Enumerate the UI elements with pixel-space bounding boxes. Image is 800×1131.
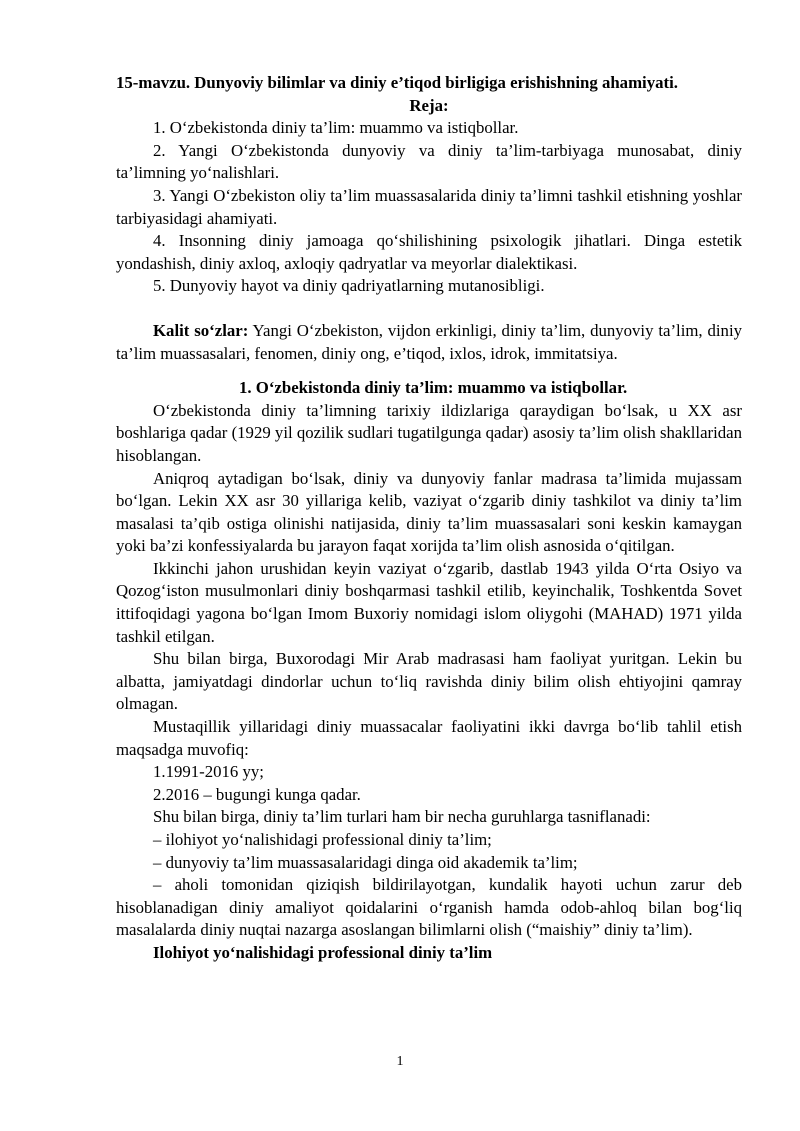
- spacer: [116, 298, 742, 320]
- section-heading: 1. O‘zbekistonda diniy ta’lim: muammo va istiqbollar.: [239, 378, 628, 398]
- list-item: – dunyoviy ta’lim muassasalaridagi dinga oid akademik ta’lim;: [153, 852, 578, 872]
- spacer: [116, 365, 742, 377]
- list-item: – ilohiyot yo‘nalishidagi professional diniy ta’lim;: [153, 830, 492, 849]
- keywords-label: Kalit so‘zlar:: [153, 320, 249, 340]
- body-paragraph: O‘zbekistonda diniy ta’limning tarixiy ildizlariga qaraydigan bo‘lsak, u XX asr boshlariga qadar (1929 yil qozilik sudlari tugatilgunga qadar) asosiy ta’lim olish shakllaridan hisoblangan.: [116, 400, 742, 465]
- plan-item: 3. Yangi O‘zbekiston oliy ta’lim muassasalarida diniy ta’limni tashkil etishning yoshlar tarbiyasidagi ahamiyati.: [116, 185, 742, 228]
- body-paragraph: Mustaqillik yillaridagi diniy muassacalar faoliyatini ikki davrga bo‘lib tahlil etish maqsadga muvofiq:: [116, 717, 742, 759]
- body-paragraph: Shu bilan birga, Buxorodagi Mir Arab madrasasi ham faoliyat yuritgan. Lekin bu albatta, jamiyatdagi dindorlar uchun to‘liq ravishda diniy bilim olish ehtiyojini qamray olmagan.: [116, 649, 742, 714]
- period-item: 2.2016 – bugungi kunga qadar.: [153, 784, 361, 804]
- body-paragraph: Ikkinchi jahon urushidan keyin vaziyat o‘zgarib, dastlab 1943 yilda O‘rta Osiyo va Qozog‘iston musulmonlari diniy boshqarmasi tashkil etilib, keyinchalik, Toshkentda Sovet ittifoqidagi yagona bo‘lgan Imom Buxoriy nomidagi islom oliygohi (MAHAD) 1971 yilda tashkil etilgan.: [116, 558, 742, 646]
- subheading: Ilohiyot yo‘nalishidagi professional diniy ta’lim: [153, 942, 493, 962]
- plan-heading: Reja:: [409, 95, 449, 115]
- body-paragraph: Aniqroq aytadigan bo‘lsak, diniy va dunyoviy fanlar madrasa ta’limida mujassam bo‘lgan. Lekin XX asr 30 yillariga kelib, vaziyat o‘zgarib diniy tashkilot va diniy ta’lim masalasi ta’qib ostiga olinishi natijasida, diniy ta’lim muassasalari soni keskin kamaygan yoki ba’zi konfessiyalarda bu jarayon faqat xorijda ta’lim olish asnosida o‘qitilgan.: [116, 468, 742, 556]
- list-item: – aholi tomonidan qiziqish bildirilayotgan, kundalik hayoti uchun zarur deb hisoblanadigan diniy amaliyot qoidalarini o‘rganish hamda odob-ahloq bilan bog‘liq masalalarda diniy nuqtai nazarga asoslangan bilimlarni olish (“maishiy” diniy ta’lim).: [116, 875, 742, 940]
- plan-item: 2. Yangi O‘zbekistonda dunyoviy va diniy ta’lim-tarbiyaga munosabat, diniy ta’limning yo‘nalishlari.: [116, 140, 742, 183]
- page-number: 1: [396, 1054, 404, 1069]
- keywords-paragraph: [116, 320, 742, 365]
- document-page: [116, 72, 742, 965]
- plan-item: 1. O‘zbekistonda diniy ta’lim: muammo va istiqbollar.: [153, 118, 519, 138]
- document-title: 15-mavzu. Dunyoviy bilimlar va diniy e’tiqod birligiga erishishning ahamiyati.: [116, 73, 678, 92]
- body-paragraph: Shu bilan birga, diniy ta’lim turlari ham bir necha guruhlarga tasniflanadi:: [153, 807, 651, 827]
- plan-item: 5. Dunyoviy hayot va diniy qadriyatlarning mutanosibligi.: [153, 276, 545, 296]
- keywords-text: Yangi O‘zbekiston, vijdon erkinligi, diniy ta’lim, dunyoviy ta’lim, diniy ta’lim muassasalari, fenomen, diniy ong, e’tiqod, ixlos, idrok, immitatsiya.: [116, 320, 742, 363]
- plan-item: 4. Insonning diniy jamoaga qo‘shilishining psixologik jihatlari. Dinga estetik yondashish, diniy axloq, axloqiy qadryatlar va meyorlar dialektikasi.: [116, 231, 742, 273]
- period-item: 1.1991-2016 yy;: [153, 762, 264, 782]
